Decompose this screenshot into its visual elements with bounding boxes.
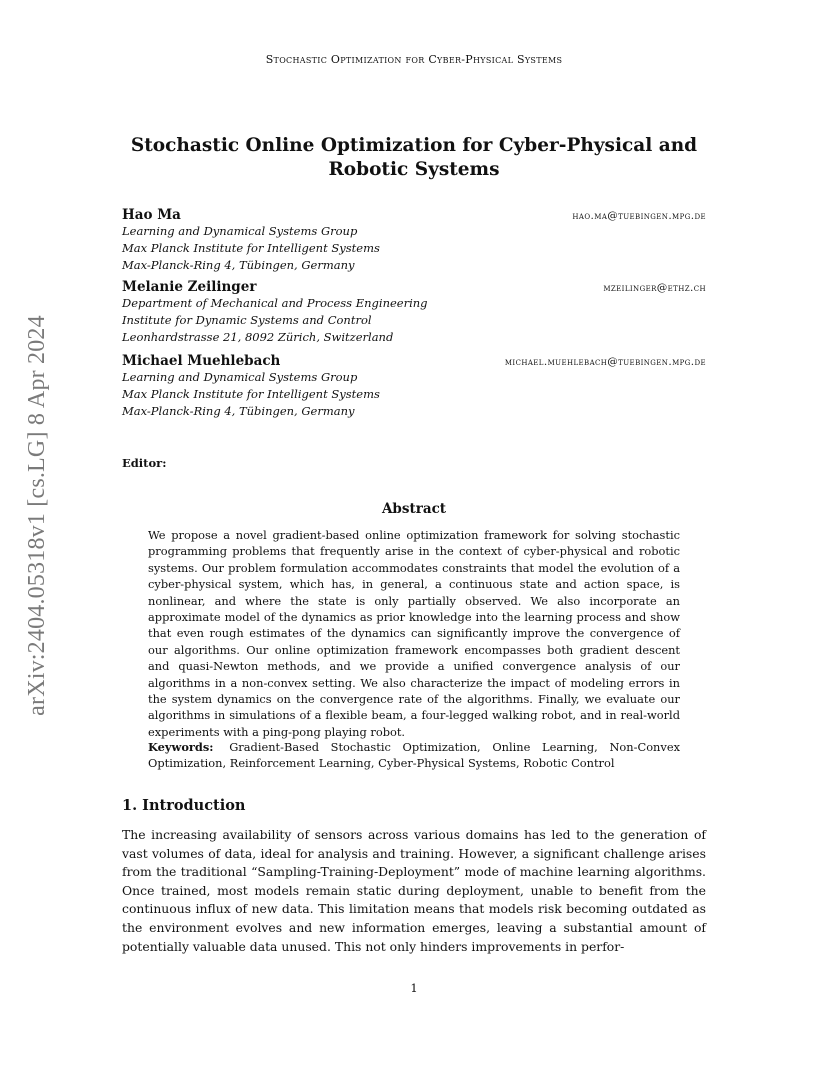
page-number: 1 — [410, 981, 418, 995]
author-block — [122, 279, 706, 346]
affiliation-line: Max Planck Institute for Intelligent Systems — [122, 241, 380, 255]
author-email[interactable]: mzeilinger@ethz.ch — [603, 282, 706, 294]
keywords-label: Keywords: — [148, 740, 214, 754]
paper-title — [100, 134, 728, 182]
title-line: Robotic Systems — [328, 159, 500, 180]
keywords — [148, 739, 680, 772]
affiliation-line: Department of Mechanical and Process Engineering — [122, 296, 428, 310]
title-line: Stochastic Online Optimization for Cyber-Physical and — [130, 135, 698, 156]
abstract-heading: Abstract — [381, 501, 447, 517]
author-email[interactable]: michael.muehlebach@tuebingen.mpg.de — [504, 356, 706, 368]
author-block — [122, 207, 706, 274]
affiliation-line: Max Planck Institute for Intelligent Systems — [122, 387, 380, 401]
author-name: Hao Ma — [122, 207, 181, 223]
keywords-text: Gradient-Based Stochastic Optimization, Online Learning, Non-Convex Optimization, Reinforcement Learning, Cyber-Physical Systems, Robotic Control — [148, 740, 680, 771]
affiliation-line: Max-Planck-Ring 4, Tübingen, Germany — [122, 258, 355, 272]
author-block — [122, 353, 706, 420]
section-heading: 1. Introduction — [122, 797, 246, 814]
author-name: Melanie Zeilinger — [122, 279, 257, 295]
introduction-text: The increasing availability of sensors across various domains has led to the generation of vast volumes of data, ideal for analysis and training. However, a significant challenge arises from the traditional “Sampling-Training-Deployment” mode of machine learning algorithms. Once trained, most models remain static during deployment, unable to benefit from the continuous influx of new data. This limitation means that models risk becoming outdated as the environment evolves and new information emerges, leaving a substantial amount of potentially valuable data unused. This not only hinders improvements in perfor- — [122, 827, 706, 954]
arxiv-stamp-text: arXiv:2404.05318v1 [cs.LG] 8 Apr 2024 — [23, 314, 50, 716]
affiliation-line: Learning and Dynamical Systems Group — [122, 370, 358, 384]
author-email[interactable]: hao.ma@tuebingen.mpg.de — [572, 210, 706, 222]
affiliation-line: Leonhardstrasse 21, 8092 Zürich, Switzerland — [122, 330, 394, 344]
affiliation-line: Learning and Dynamical Systems Group — [122, 224, 358, 238]
abstract-text: We propose a novel gradient-based online optimization framework for solving stochastic programming problems that frequently arise in the context of cyber-physical and robotic systems. Our problem formulation accommodates constraints that model the evolution of a cyber-physical system, which has, in general, a continuous state and action space, is nonlinear, and where the state is only partially observed. We also incorporate an approximate model of the dynamics as prior knowledge into the learning process and show that even rough estimates of the dynamics can significantly improve the convergence of our algorithms. Our online optimization framework encompasses both gradient descent and quasi-Newton methods, and we provide a unified convergence analysis of our algorithms in a non-convex setting. We also characterize the impact of modeling errors in the system dynamics on the convergence rate of the algorithms. Finally, we evaluate our algorithms in simulations of a flexible beam, a four-legged walking robot, and in real-world experiments with a ping-pong playing robot. — [148, 528, 680, 739]
running-head: Stochastic Optimization for Cyber-Physical Systems — [265, 53, 563, 66]
affiliation-line: Institute for Dynamic Systems and Control — [122, 313, 372, 327]
editor-label: Editor: — [122, 456, 167, 470]
affiliation-line: Max-Planck-Ring 4, Tübingen, Germany — [122, 404, 355, 418]
author-name: Michael Muehlebach — [122, 353, 281, 369]
